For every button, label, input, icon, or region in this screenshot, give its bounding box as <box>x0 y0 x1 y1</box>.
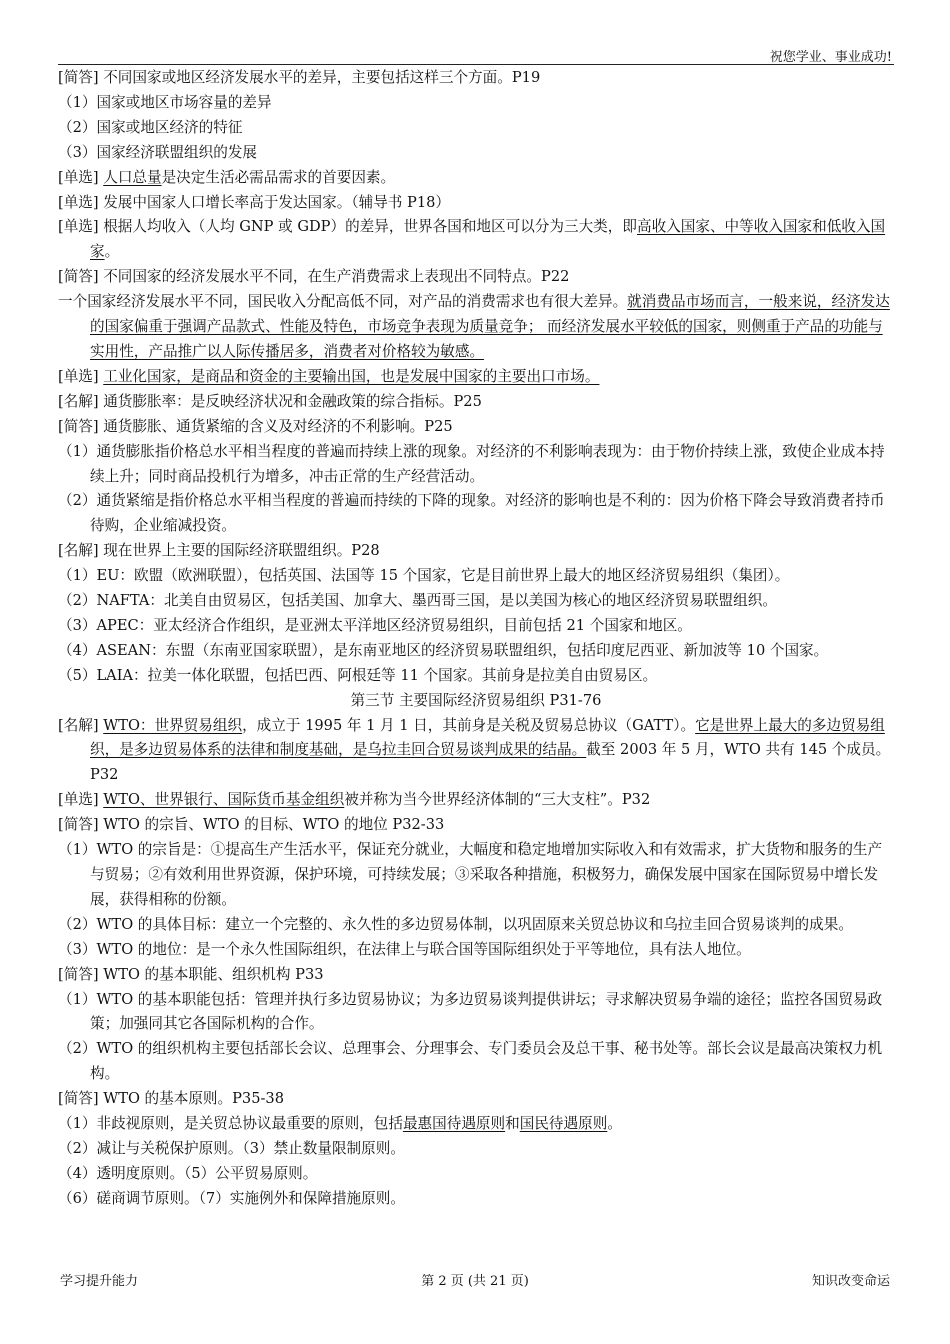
text-line <box>58 1187 894 1212</box>
header-slogan: 祝您学业、事业成功! <box>769 50 892 65</box>
text-line <box>58 215 894 265</box>
text-line <box>58 290 894 365</box>
text-span: 第三节 主要国际经济贸易组织 P31-76 <box>350 691 602 709</box>
text-span: [简答] 不同国家或地区经济发展水平的差异，主要包括这样三个方面。P19 <box>58 69 541 86</box>
text-span: （1）WTO 的基本职能包括：管理并执行多边贸易协议；为多边贸易谈判提供讲坛；寻求解决贸易争端的途径；监控各国贸易政策；加强同其它各国际机构的合作。 <box>58 990 883 1033</box>
text-span: [名解] <box>58 716 104 734</box>
text-span: [单选] <box>58 791 104 809</box>
text-line <box>58 1112 894 1137</box>
text-line <box>58 639 894 664</box>
text-span: （2）NAFTA：北美自由贸易区，包括美国、加拿大、墨西哥三国，是以美国为核心的地区经济贸易联盟组织。 <box>58 592 777 610</box>
text-span: （2）减让与关税保护原则。（3）禁止数量限制原则。 <box>58 1139 405 1157</box>
underlined-text: 最惠国待遇原则 <box>402 1115 506 1133</box>
text-span: [单选] <box>58 168 104 186</box>
text-span: [简答] WTO 的宗旨、WTO 的目标、WTO 的地位 P32-33 <box>58 816 445 834</box>
text-line <box>58 66 894 91</box>
footer-page-number: 第 2 页 (共 21 页) <box>421 1274 529 1289</box>
text-line <box>58 415 894 440</box>
text-line <box>58 988 894 1038</box>
text-line <box>58 714 894 789</box>
text-line <box>58 913 894 938</box>
text-span: （1）WTO 的宗旨是：①提高生产生活水平，保证充分就业，大幅度和稳定地增加实际收入和有效需求，扩大货物和服务的生产与贸易；②有效利用世界资源，保护环境，可持续发展；③采取各种措施，积极努力，确保发展中国家在国际贸易中增长发展，获得相称的份额。 <box>58 841 883 908</box>
text-line <box>58 564 894 589</box>
text-span: （1）通货膨胀指价格总水平相当程度的普遍而持续上涨的现象。对经济的不利影响表现为：由于物价持续上涨，致使企业成本持续上升；同时商品投机行为增多，冲击正常的生产经营活动。 <box>58 442 885 485</box>
text-span: （2）WTO 的具体目标：建立一个完整的、永久性的多边贸易体制，以巩固原来关贸总协议和乌拉圭回合贸易谈判的成果。 <box>58 915 853 933</box>
text-line <box>58 1162 894 1187</box>
text-line <box>58 141 894 166</box>
text-span: （2）通货紧缩是指价格总水平相当程度的普遍而持续的下降的现象。对经济的影响也是不利的：因为价格下降会导致消费者持币待购，企业缩减投资。 <box>58 492 885 535</box>
footer-right: 知识改变命运 <box>811 1274 890 1289</box>
text-span: ，成立于 1995 年 1 月 1 日，其前身是关税及贸易总协议（GATT）。 <box>242 716 696 734</box>
text-line <box>58 1037 894 1087</box>
text-line <box>58 1137 894 1162</box>
text-span: （1）国家或地区市场容量的差异 <box>58 93 272 111</box>
footer-left: 学习提升能力 <box>60 1274 139 1289</box>
text-span: （3）APEC：亚太经济合作组织，是亚洲太平洋地区经济贸易组织，目前包括 21 个国家和地区。 <box>58 616 692 634</box>
text-span: [单选] <box>58 367 104 385</box>
text-span: （5）LAIA：拉美一体化联盟，包括巴西、阿根廷等 11 个国家。其前身是拉美自由贸易区。 <box>58 666 658 684</box>
text-span: 是决定生活必需品需求的首要因素。 <box>161 168 396 186</box>
text-span: （3）WTO 的地位：是一个永久性国际组织，在法律上与联合国等国际组织处于平等地位，具有法人地位。 <box>58 940 751 958</box>
text-span: 截至 2003 年 5 月，WTO 共有 145 个成员。P32 <box>90 741 891 784</box>
text-span: （2）WTO 的组织机构主要包括部长会议、总理事会、分理事会、专门委员会及总干事、秘书处等。部长会议是最高决策权力机构。 <box>58 1040 883 1083</box>
text-span: （6）磋商调节原则。（7）实施例外和保障措施原则。 <box>58 1189 405 1207</box>
text-line <box>58 390 894 415</box>
text-line <box>58 963 894 988</box>
text-span: （2）国家或地区经济的特征 <box>58 118 243 136</box>
text-span: （4）ASEAN：东盟（东南亚国家联盟），是东南亚地区的经济贸易联盟组织，包括印度尼西亚、新加波等 10 个国家。 <box>58 641 829 659</box>
text-line <box>58 813 894 838</box>
text-span: [名解] 现在世界上主要的国际经济联盟组织。P28 <box>58 542 380 560</box>
text-line <box>58 788 894 813</box>
underlined-text: 它是世界上最大的多边贸易组织，是多边贸易体系的法律和制度基础，是乌拉圭回合贸易谈判成果的结晶。 <box>90 716 885 759</box>
text-line <box>58 664 894 689</box>
text-span: [简答] WTO 的基本职能、组织机构 P33 <box>58 965 324 983</box>
text-span: （4）透明度原则。（5）公平贸易原则。 <box>58 1164 318 1182</box>
underlined-text: 高收入国家、中等收入国家和低收入国家 <box>90 218 886 261</box>
underlined-text: 工业化国家，是商品和资金的主要输出国，也是发展中国家的主要出口市场。 <box>103 367 600 385</box>
text-line <box>58 116 894 141</box>
text-span: （1）非歧视原则，是关贸总协议最重要的原则，包括 <box>58 1115 403 1133</box>
text-line <box>58 191 894 216</box>
underlined-text: 就消费品市场而言，一般来说，经济发达的国家偏重于强调产品款式、性能及特色，市场竞争表现为质量竞争； 而经济发展水平较低的国家，则侧重于产品的功能与实用性，产品推广以人际传播居多，消费者对价格较为敏感。 <box>90 293 890 360</box>
text-span: [简答] WTO 的基本原则。P35-38 <box>58 1090 285 1108</box>
underlined-text: 人口总量 <box>103 168 162 186</box>
text-span: [简答] 不同国家的经济发展水平不同，在生产消费需求上表现出不同特点。P22 <box>58 268 570 286</box>
text-line <box>58 589 894 614</box>
text-line <box>58 938 894 963</box>
text-line <box>58 265 894 290</box>
underlined-text: 国民待遇原则 <box>519 1115 608 1133</box>
text-span: 。 <box>104 243 120 261</box>
text-span: 被并称为当今世界经济体制的“三大支柱”。P32 <box>344 791 651 809</box>
page-header <box>58 42 894 65</box>
text-line <box>58 838 894 913</box>
text-span: （3）国家经济联盟组织的发展 <box>58 143 258 161</box>
text-line <box>58 166 894 191</box>
text-span: （1）EU：欧盟（欧洲联盟），包括英国、法国等 15 个国家，它是目前世界上最大的地区经济贸易组织（集团）。 <box>58 567 790 585</box>
text-span: 。 <box>607 1115 622 1133</box>
underlined-text: WTO、世界银行、国际货币基金组织 <box>103 791 345 809</box>
text-line <box>58 614 894 639</box>
text-line <box>58 91 894 116</box>
underlined-text: WTO：世界贸易组织 <box>103 716 243 734</box>
text-line <box>58 489 894 539</box>
text-line <box>58 1087 894 1112</box>
text-span: 和 <box>505 1115 520 1133</box>
text-line <box>58 539 894 564</box>
text-span: 一个国家经济发展水平不同，国民收入分配高低不同，对产品的消费需求也有很大差异。 <box>58 293 628 311</box>
text-span: [单选] 根据人均收入（人均 GNP 或 GDP）的差异，世界各国和地区可以分为三大类，即 <box>58 218 637 236</box>
document-body <box>58 66 894 1212</box>
text-span: [单选] 发展中国家人口增长率高于发达国家。（辅导书 P18） <box>58 193 451 211</box>
text-span: [简答] 通货膨胀、通货紧缩的含义及对经济的不利影响。P25 <box>58 417 453 435</box>
section-heading <box>58 689 894 714</box>
text-span: [名解] 通货膨胀率：是反映经济状况和金融政策的综合指标。P25 <box>58 392 482 410</box>
text-line <box>58 365 894 390</box>
text-line <box>58 440 894 490</box>
